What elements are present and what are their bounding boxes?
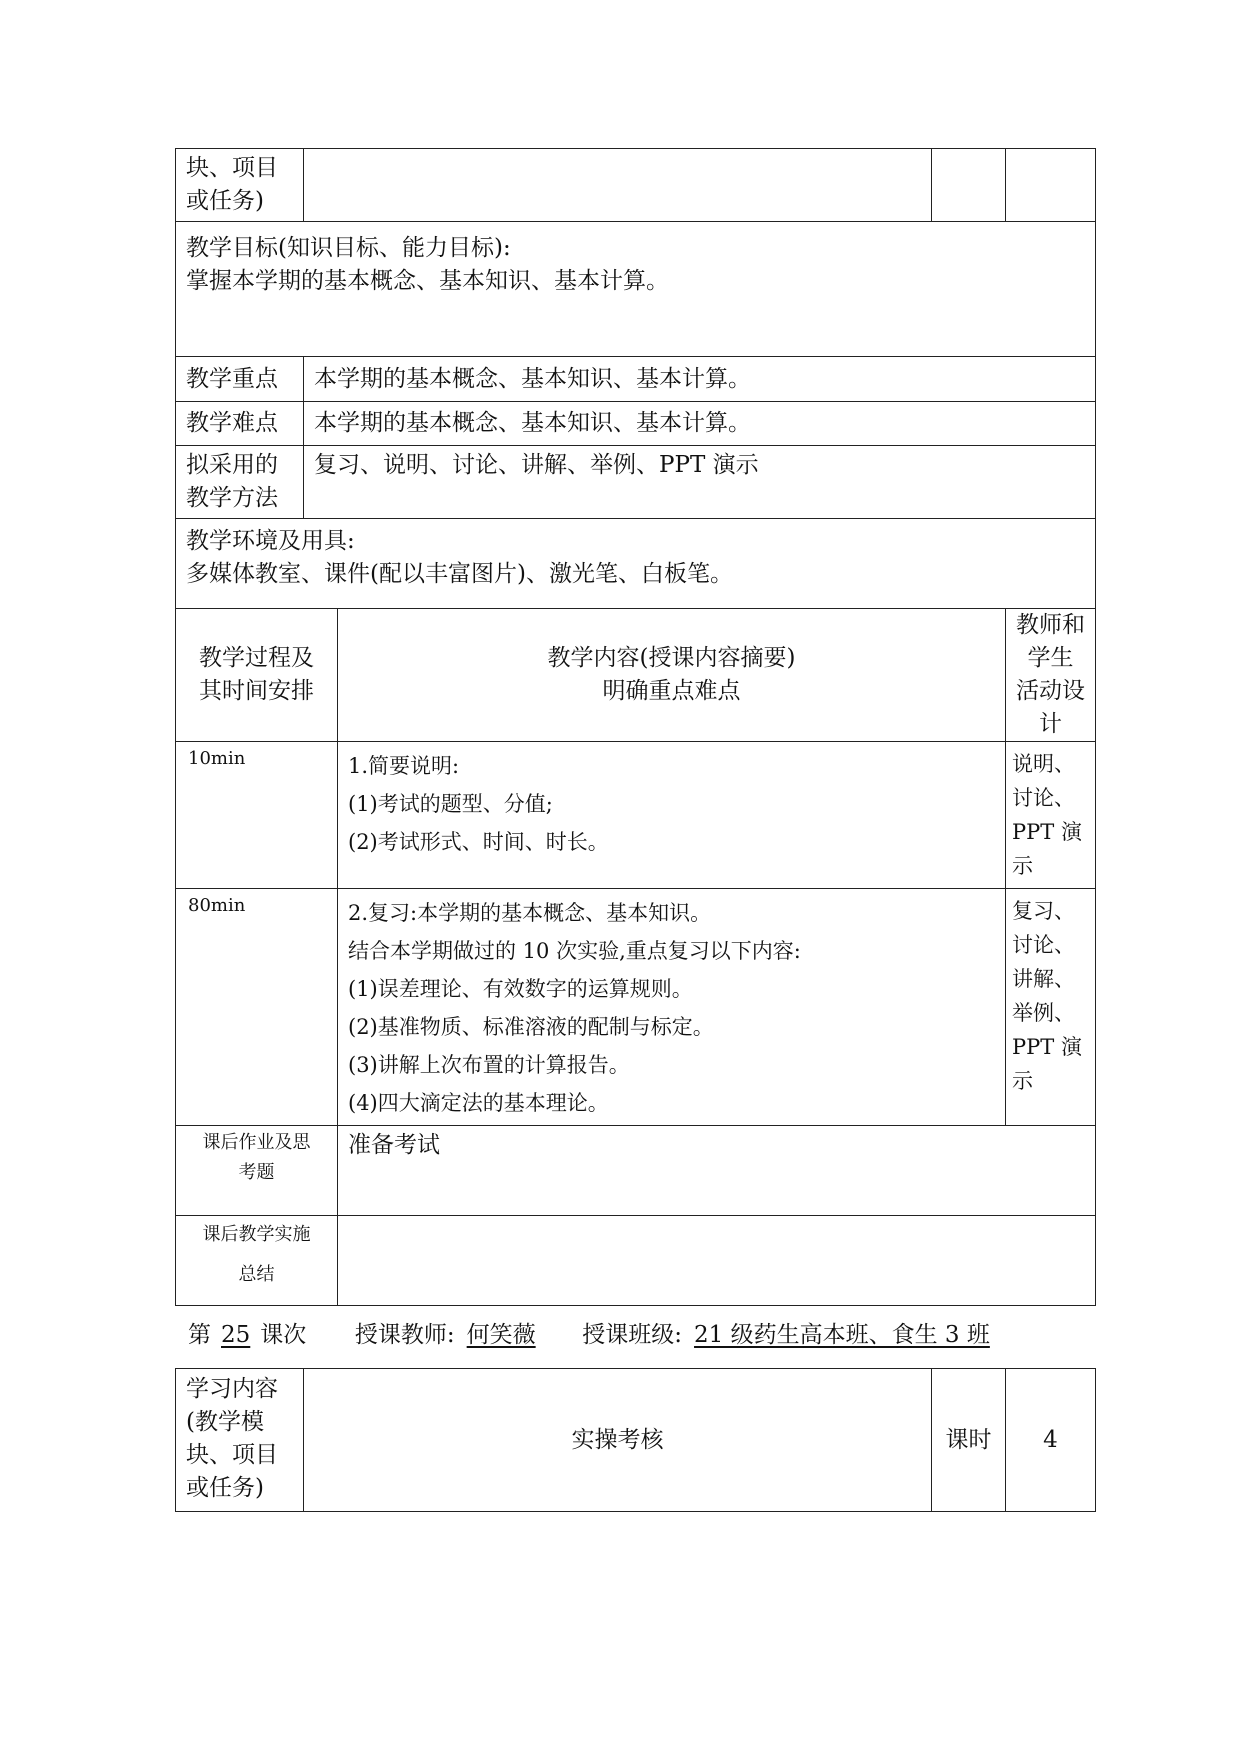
objectives-heading: 教学目标(知识目标、能力目标): [186,235,511,261]
process-time-header: 教学过程及 其时间安排 [176,609,338,742]
difficulties-label: 教学难点 [176,402,304,446]
difficulties-row [176,402,1096,446]
environment-cell [176,519,1096,609]
lesson-header [188,1318,990,1352]
class-name: 21 级药生高本班、食生 3 班 [694,1322,990,1348]
learning-content-table [175,1368,1096,1512]
key-points-row [176,357,1096,402]
process-content-header: 教学内容(授课内容摘要) 明确重点难点 [338,609,1006,742]
process-activity: 复习、讨论、 讲解、举例、 PPT 演示 [1006,889,1096,1126]
process-row [176,889,1096,1126]
homework-value: 准备考试 [338,1126,1096,1216]
process-row [176,742,1096,889]
summary-value [338,1216,1096,1306]
hours-label: 课时 [932,1369,1006,1512]
methods-label: 拟采用的 教学方法 [176,446,304,519]
process-activity: 说明、讨论、 PPT 演示 [1006,742,1096,889]
process-time: 10min [176,742,338,889]
difficulties-value: 本学期的基本概念、基本知识、基本计算。 [304,402,1096,446]
teacher-label: 授课教师: [354,1322,455,1348]
process-content: 1.简要说明: (1)考试的题型、分值; (2)考试形式、时间、时长。 [338,742,1006,889]
process-header-row [176,609,1096,742]
content-module-label: 块、项目 或任务) [176,149,304,222]
process-activity-header: 教师和学生 活动设计 [1006,609,1096,742]
content-module-row [176,149,1096,222]
hours-label-cell [932,149,1006,222]
lesson-plan-table [175,148,1096,1306]
teacher-name: 何笑薇 [466,1322,536,1348]
hours-value: 4 [1006,1369,1096,1512]
key-points-label: 教学重点 [176,357,304,402]
environment-heading: 教学环境及用具: [186,528,355,554]
class-label: 授课班级: [582,1322,683,1348]
learning-content-label: 学习内容 (教学模 块、项目 或任务) [176,1369,304,1512]
objectives-cell [176,222,1096,357]
methods-row [176,446,1096,519]
learning-content-value: 实操考核 [304,1369,932,1512]
summary-label: 课后教学实施 总结 [176,1216,338,1306]
objectives-text: 掌握本学期的基本概念、基本知识、基本计算。 [186,268,669,294]
key-points-value: 本学期的基本概念、基本知识、基本计算。 [304,357,1096,402]
homework-label: 课后作业及思 考题 [176,1126,338,1216]
lesson-prefix: 第 [188,1322,211,1348]
process-time: 80min [176,889,338,1126]
learning-content-row [176,1369,1096,1512]
lesson-suffix: 课次 [260,1322,307,1348]
methods-value: 复习、说明、讨论、讲解、举例、PPT 演示 [304,446,1096,519]
environment-row [176,519,1096,609]
environment-text: 多媒体教室、课件(配以丰富图片)、激光笔、白板笔。 [186,561,733,587]
hours-value-cell [1006,149,1096,222]
summary-row [176,1216,1096,1306]
content-module-value [304,149,932,222]
objectives-row [176,222,1096,357]
homework-row [176,1126,1096,1216]
lesson-number: 25 [221,1322,251,1348]
process-content: 2.复习:本学期的基本概念、基本知识。 结合本学期做过的 10 次实验,重点复习以下内容: (1)误差理论、有效数字的运算规则。 (2)基准物质、标准溶液的配制与标定。 (3)讲解上次布置的计算报告。 (4)四大滴定法的基本理论。 [338,889,1006,1126]
